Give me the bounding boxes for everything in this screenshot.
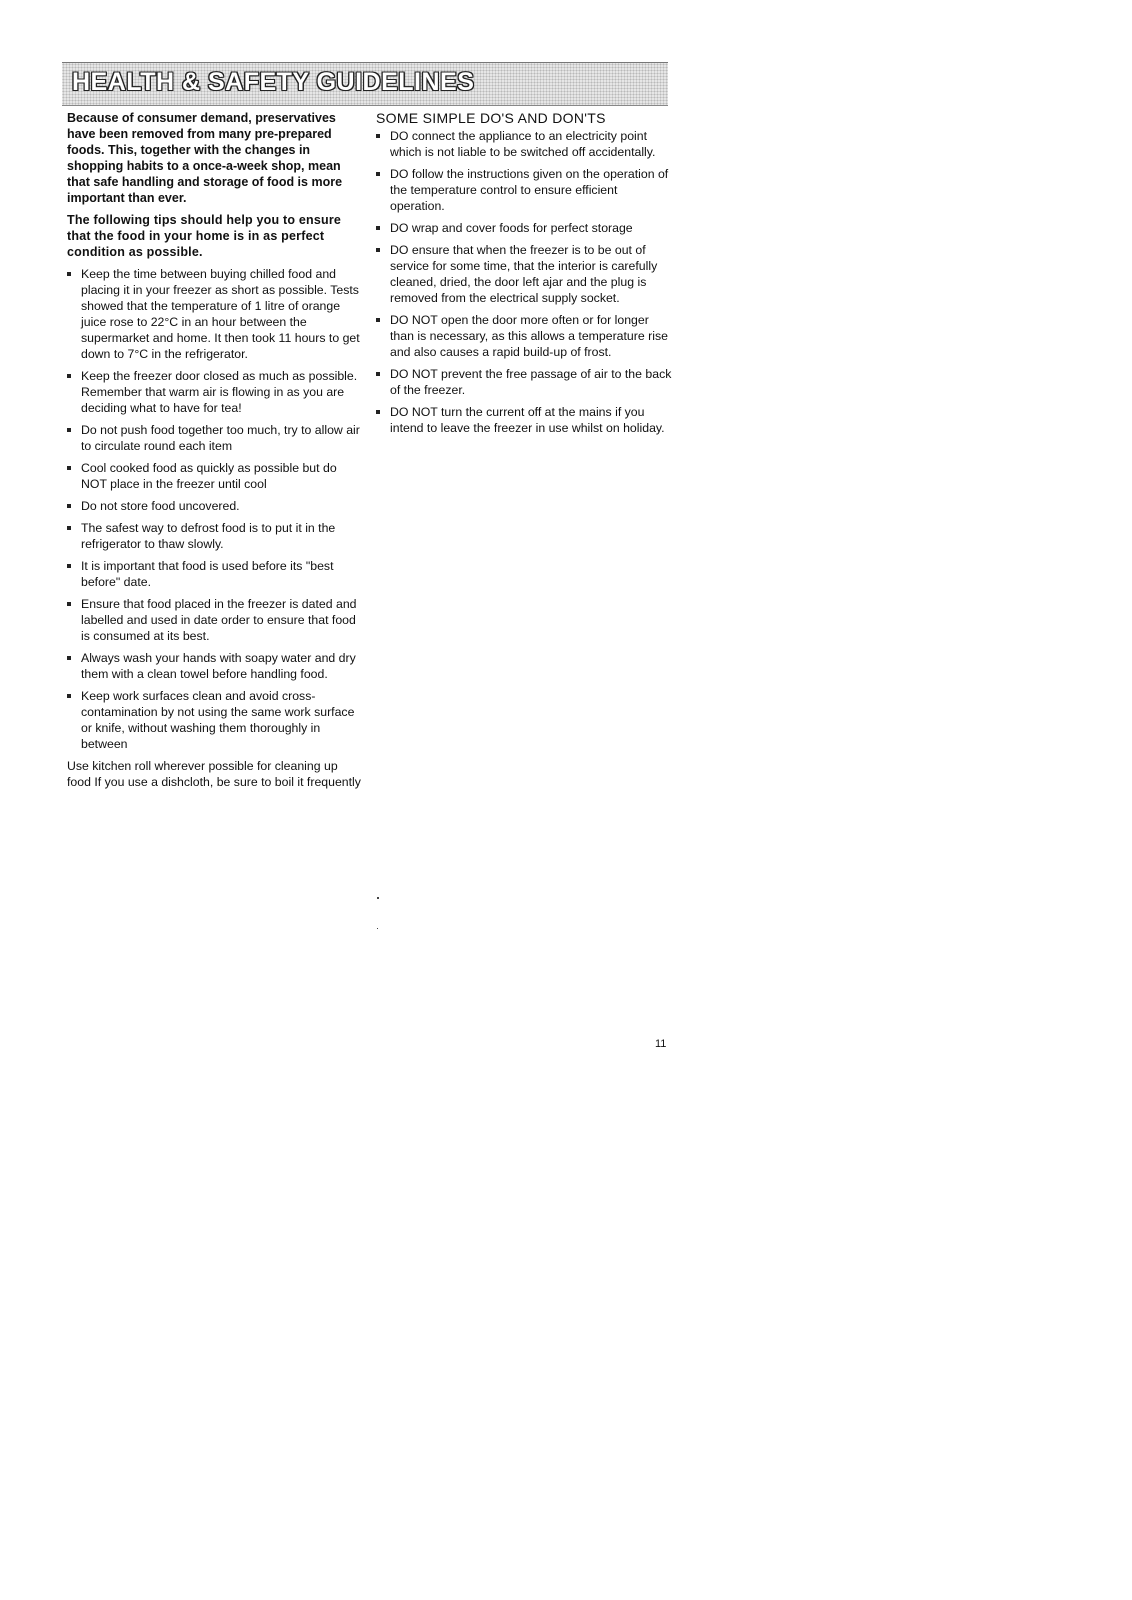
list-item: DO wrap and cover foods for perfect storage [376,220,672,236]
bullet-icon [67,602,71,606]
bullet-icon [67,374,71,378]
page-number: 11 [655,1038,667,1050]
list-item: DO NOT prevent the free passage of air to the back of the freezer. [376,366,672,398]
list-item: DO NOT open the door more often or for longer than is necessary, as this allows a temperature rise and also causes a rapid build-up of frost. [376,312,672,360]
list-item: DO connect the appliance to an electricity point which is not liable to be switched off accidentally. [376,128,672,160]
bullet-icon [67,564,71,568]
bullet-icon [67,428,71,432]
dos-and-donts-list [376,128,672,436]
list-item: DO follow the instructions given on the operation of the temperature control to ensure efficient operation. [376,166,672,214]
right-column [376,110,672,442]
bullet-icon [376,172,380,176]
intro-paragraph: Because of consumer demand, preservatives have been removed from many pre-prepared foods. This, together with the changes in shopping habits to a once-a-week shop, mean that safe handling and storage of food is more important than ever. [67,111,343,205]
cleaning-note: Use kitchen roll wherever possible for cleaning up food If you use a dishcloth, be sure to boil it frequently [67,759,361,789]
tips-list [67,266,363,752]
list-item: Keep the time between buying chilled food and placing it in your freezer as short as possible. Tests showed that the temperature of 1 litre of orange juice rose to 22°C in an hour between the supermarket and home. It then took 11 hours to get down to 7°C in the refrigerator. [67,266,363,362]
bullet-icon [376,134,380,138]
bullet-icon [67,466,71,470]
list-item: DO NOT turn the current off at the mains if you intend to leave the freezer in use whilst on holiday. [376,404,672,436]
left-column [67,110,363,802]
section-title: HEALTH & SAFETY GUIDELINES [72,68,475,96]
list-item: Ensure that food placed in the freezer is dated and labelled and used in date order to ensure that food is consumed at its best. [67,596,363,644]
bullet-icon [67,504,71,508]
list-item: Do not push food together too much, try to allow air to circulate round each item [67,422,363,454]
bullet-icon [376,226,380,230]
scan-speck [377,897,379,899]
list-item: Keep the freezer door closed as much as possible. Remember that warm air is flowing in as you are deciding what to have for tea! [67,368,363,416]
scan-speck [377,928,378,929]
bullet-icon [376,318,380,322]
bullet-icon [67,656,71,660]
list-item: Keep work surfaces clean and avoid cross-contamination by not using the same work surface or knife, without washing them thoroughly in between [67,688,363,752]
bullet-icon [67,694,71,698]
list-item: DO ensure that when the freezer is to be out of service for some time, that the interior is carefully cleaned, dried, the door left ajar and the plug is removed from the electrical supply socket. [376,242,672,306]
bullet-icon [67,526,71,530]
bullet-icon [376,410,380,414]
list-item: Cool cooked food as quickly as possible but do NOT place in the freezer until cool [67,460,363,492]
bullet-icon [376,372,380,376]
tips-intro-paragraph: The following tips should help you to ensure that the food in your home is in as perfect condition as possible. [67,213,342,259]
section-banner [62,62,668,106]
dos-and-donts-heading: SOME SIMPLE DO'S AND DON'TS [376,110,606,126]
list-item: Always wash your hands with soapy water and dry them with a clean towel before handling food. [67,650,363,682]
list-item: Do not store food uncovered. [67,498,363,514]
list-item: It is important that food is used before its "best before" date. [67,558,363,590]
bullet-icon [376,248,380,252]
bullet-icon [67,272,71,276]
list-item: The safest way to defrost food is to put it in the refrigerator to thaw slowly. [67,520,363,552]
